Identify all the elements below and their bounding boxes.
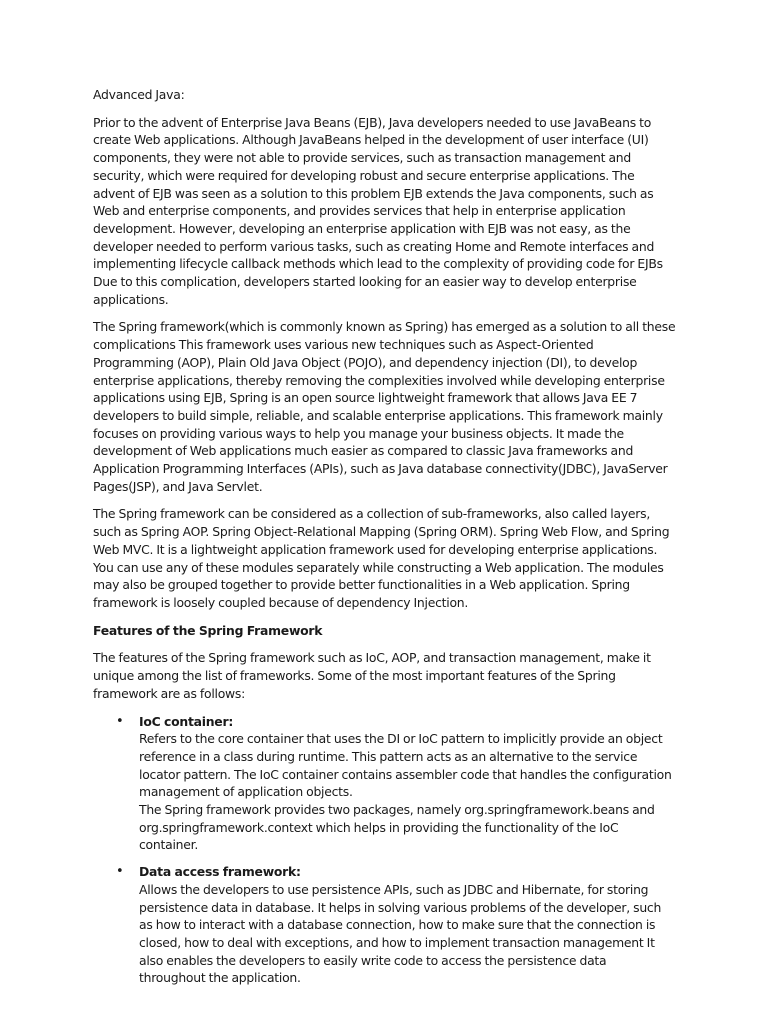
bullet-icon: • <box>116 864 124 880</box>
features-intro: The features of the Spring framework such as IoC, AOP, and transaction management, make it unique among the list of frameworks. Some of the most important features of the Spring framework are as follows: <box>93 650 651 701</box>
paragraph-sub-frameworks: The Spring framework can be considered as a collection of sub-frameworks, also called layers, such as Spring AOP. Spring Object-Relational Mapping (Spring ORM). Spring Web Flow, and Spring Web MVC. It is a lightweight application framework used for developing enterprise applications. You can use any of these modules separately while constructing a Web application. The modules may also be grouped together to provide better functionalities in a Web application. Spring framework is loosely coupled because of dependency Injection. <box>93 506 670 610</box>
bullet-icon: • <box>116 713 124 729</box>
feature-text-ioc: Refers to the core container that uses the DI or IoC pattern to implicitly provide an object reference in a class during runtime. This pattern acts as an alternative to the service locator pattern. The IoC container contains assembler code that handles the configuration management of application objects. <box>139 731 672 800</box>
paragraph-spring-intro: The Spring framework(which is commonly known as Spring) has emerged as a solution to all these complications This framework uses various new techniques such as Aspect-Oriented Programming (AOP), Plain Old Java Object (POJO), and dependency injection (DI), to develop enterprise applications, thereby removing the complexities involved while developing enterprise applications using EJB, Spring is an open source lightweight framework that allows Java EE 7 developers to build simple, reliable, and scalable enterprise applications. This framework mainly focuses on providing various ways to help you manage your business objects. It made the development of Web applications much easier as compared to classic Java frameworks and Application Programming Interfaces (APIs), such as Java database connectivity(JDBC), JavaServer Pages(JSP), and Java Servlet. <box>93 319 676 494</box>
document-title: Advanced Java: <box>93 87 185 102</box>
list-item <box>116 863 676 987</box>
list-item <box>116 713 676 855</box>
feature-text-ioc-packages: The Spring framework provides two packages, namely org.springframework.beans and org.springframework.context which helps in providing the functionality of the IoC container. <box>139 802 655 853</box>
feature-title-ioc: IoC container: <box>139 713 234 729</box>
feature-text-data-access: Allows the developers to use persistence APIs, such as JDBC and Hibernate, for storing persistence data in database. It helps in solving various problems of the developer, such as how to interact with a database connection, how to make sure that the connection is closed, how to deal with exceptions, and how to implement transaction management It also enables the developers to easily write code to access the persistence data throughout the application. <box>139 881 662 986</box>
features-list <box>93 713 676 988</box>
features-heading: Features of the Spring Framework <box>93 622 323 638</box>
feature-title-data-access: Data access framework: <box>139 864 301 880</box>
paragraph-ejb-history: Prior to the advent of Enterprise Java Beans (EJB), Java developers needed to use JavaBeans to create Web applications. Although JavaBeans helped in the development of user interface (UI) components, they were not able to provide services, such as transaction management and security, which were required for developing robust and secure enterprise applications. The advent of EJB was seen as a solution to this problem EJB extends the Java components, such as Web and enterprise components, and provides services that help in enterprise application development. However, developing an enterprise application with EJB was not easy, as the developer needed to perform various tasks, such as creating Home and Remote interfaces and implementing lifecycle callback methods which lead to the complexity of providing code for EJBs Due to this complication, developers started looking for an easier way to develop enterprise applications. <box>93 114 663 307</box>
